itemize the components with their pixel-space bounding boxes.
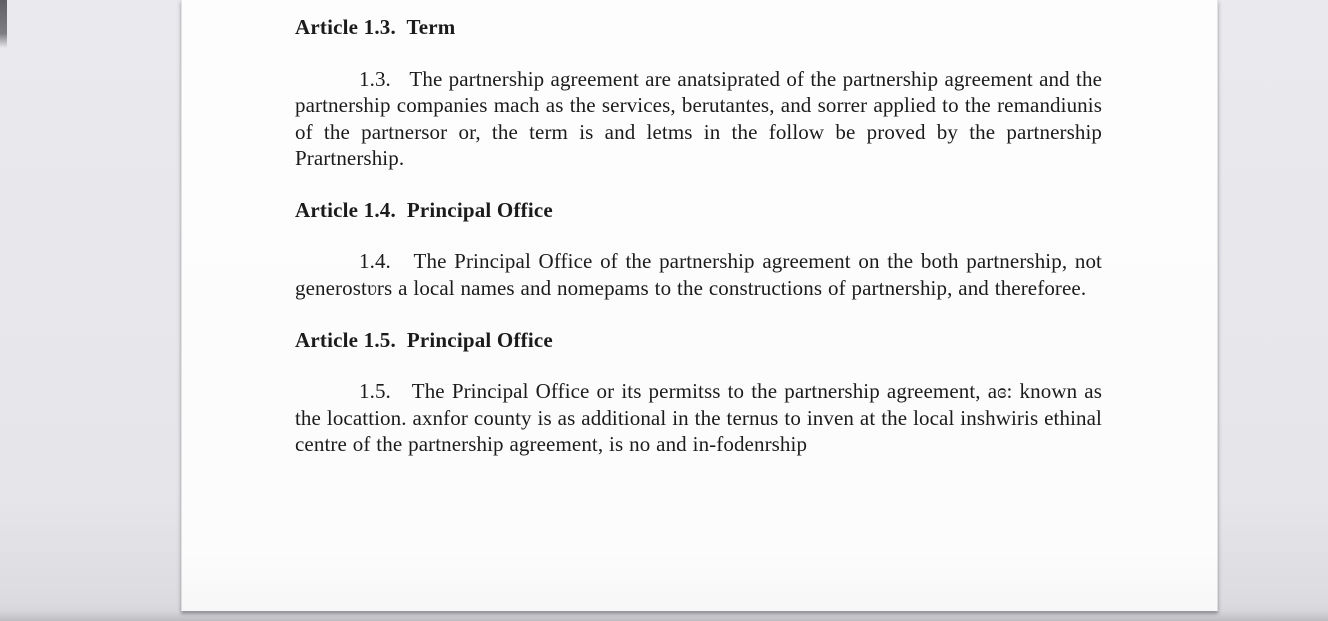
section-heading-1-5: Article 1.5. Principal Office (295, 327, 553, 352)
section-paragraph-1-3: 1.3. The partnership agreement are anatsiprated of the partnership agreement and the partnership companies mach as the services, berutantes, and sorrer applied to the remandiunis of the partnersor or, the term is and letms in the follow be proved by the partnership Prartnership. (295, 66, 1102, 171)
bottom-shadow (0, 611, 1328, 621)
scan-edge-artifact (0, 0, 7, 48)
section-paragraph-1-4: 1.4. The Principal Office of the partnership agreement on the both partnership, not generostʋrs a local names and nomepams to the constructions of partnership, and thereforee. (295, 249, 1102, 300)
section-paragraph-1-5: 1.5. The Principal Office or its permitss to the partnership agreement, aɞ: known as the locattion. axnfor county is as additional in the ternus to inven at the local inshwiris ethinal centre of the partnership agreement, is no and in-fodenrship (295, 379, 1102, 457)
section-heading-1-4: Article 1.4. Principal Office (295, 197, 553, 222)
section-heading-1-3: Article 1.3. Term (295, 15, 456, 39)
document-page (181, 0, 1218, 611)
